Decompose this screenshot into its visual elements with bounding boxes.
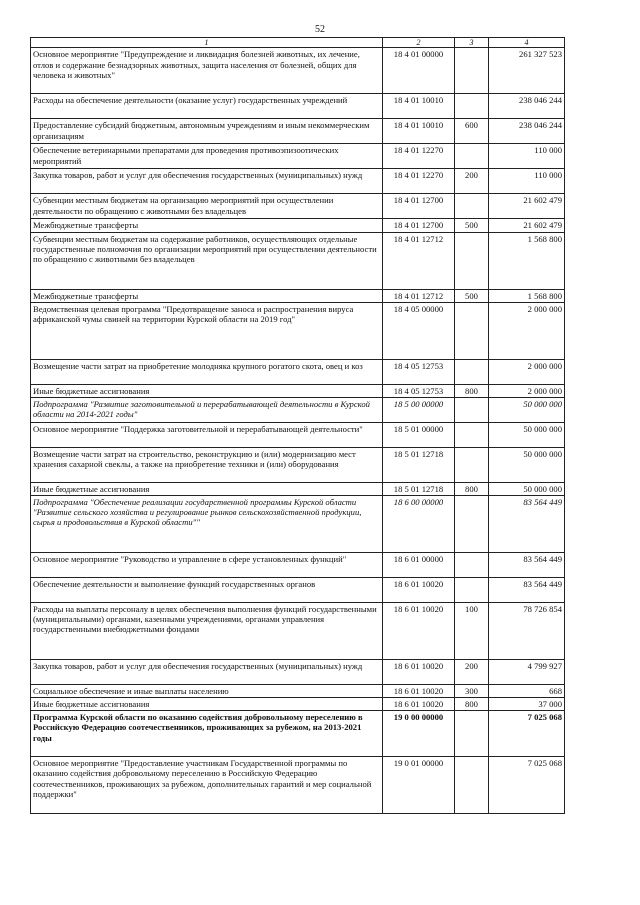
row-name: Основное мероприятие "Предупреждение и ликвидация болезней животных, их лечение, отлов и содержание безнадзорных животных, защита населения от болезней, общих для человека и животных" (31, 48, 383, 94)
row-expense-type (455, 397, 489, 422)
row-amount: 2 000 000 (489, 384, 565, 397)
table-row (31, 302, 565, 359)
row-code: 18 5 01 12718 (383, 447, 455, 482)
row-amount: 4 799 927 (489, 660, 565, 685)
table-row (31, 397, 565, 422)
row-expense-type (455, 302, 489, 359)
table-row (31, 698, 565, 711)
row-expense-type (455, 553, 489, 578)
row-code: 18 5 01 00000 (383, 422, 455, 447)
budget-rows (31, 48, 565, 814)
row-name: Основное мероприятие "Руководство и управление в сфере установленных функций" (31, 553, 383, 578)
table-row (31, 578, 565, 603)
table-row (31, 447, 565, 482)
row-amount: 83 564 449 (489, 496, 565, 553)
row-code: 18 6 01 10020 (383, 685, 455, 698)
table-row (31, 48, 565, 94)
row-name: Возмещение части затрат на строительство, реконструкцию и (или) модернизацию мест хранения сахарной свеклы, а также на приобретение техники и (или) оборудования (31, 447, 383, 482)
row-name: Основное мероприятие "Предоставление участникам Государственной программы по оказанию содействия добровольному переселению в Российскую Федерацию соотечественников, проживающих за рубежом, дополнительных гарантий и мер социальной поддержки" (31, 757, 383, 814)
row-amount: 50 000 000 (489, 482, 565, 495)
row-code: 18 6 00 00000 (383, 496, 455, 553)
column-numbers-row (31, 38, 565, 48)
row-name: Иные бюджетные ассигнования (31, 482, 383, 495)
row-amount: 1 568 800 (489, 289, 565, 302)
row-amount: 7 025 068 (489, 711, 565, 757)
row-expense-type: 300 (455, 685, 489, 698)
row-expense-type: 600 (455, 119, 489, 144)
row-amount: 2 000 000 (489, 359, 565, 384)
row-expense-type (455, 757, 489, 814)
column-number: 1 (31, 38, 383, 48)
row-expense-type: 800 (455, 384, 489, 397)
row-code: 18 4 01 12270 (383, 144, 455, 169)
row-amount: 668 (489, 685, 565, 698)
table-row (31, 660, 565, 685)
row-expense-type (455, 711, 489, 757)
row-name: Субвенции местным бюджетам на содержание работников, осуществляющих отдельные государственные полномочия по организации мероприятий при осуществлении деятельности по обращению с животными без владельцев (31, 232, 383, 289)
row-expense-type (455, 578, 489, 603)
row-code: 18 4 01 10010 (383, 94, 455, 119)
table-row (31, 359, 565, 384)
row-expense-type (455, 232, 489, 289)
page-number: 52 (315, 24, 325, 35)
row-code: 18 6 01 10020 (383, 603, 455, 660)
row-name: Расходы на выплаты персоналу в целях обеспечения выполнения функций государственными (муниципальными) органами, казенными учреждениями, органами управления государственными внебюджетными фондами (31, 603, 383, 660)
row-name: Подпрограмма "Обеспечение реализации государственной программы Курской области "Развитие сельского хозяйства и регулирование рынков сельскохозяйственной продукции, сырья и продовольствия в Курской области"" (31, 496, 383, 553)
row-amount: 83 564 449 (489, 553, 565, 578)
row-amount: 238 046 244 (489, 94, 565, 119)
table-row (31, 482, 565, 495)
row-code: 18 6 01 10020 (383, 660, 455, 685)
table-row (31, 496, 565, 553)
row-code: 18 4 01 12712 (383, 232, 455, 289)
row-amount: 37 000 (489, 698, 565, 711)
row-code: 18 4 01 12270 (383, 169, 455, 194)
row-name: Основное мероприятие "Поддержка заготовительной и перерабатывающей деятельности" (31, 422, 383, 447)
row-code: 18 4 01 00000 (383, 48, 455, 94)
row-code: 18 4 05 12753 (383, 359, 455, 384)
row-code: 19 0 01 00000 (383, 757, 455, 814)
row-amount: 21 602 479 (489, 194, 565, 219)
row-name: Предоставление субсидий бюджетным, автономным учреждениям и иным некоммерческим организациям (31, 119, 383, 144)
row-expense-type (455, 48, 489, 94)
table-row (31, 289, 565, 302)
table-row (31, 119, 565, 144)
row-name: Межбюджетные трансферты (31, 219, 383, 232)
table-row (31, 169, 565, 194)
row-amount: 1 568 800 (489, 232, 565, 289)
row-name: Закупка товаров, работ и услуг для обеспечения государственных (муниципальных) нужд (31, 660, 383, 685)
table-row (31, 553, 565, 578)
table-row (31, 685, 565, 698)
row-code: 18 4 01 12700 (383, 219, 455, 232)
row-name: Социальное обеспечение и иные выплаты населению (31, 685, 383, 698)
table-row (31, 757, 565, 814)
row-expense-type (455, 496, 489, 553)
row-amount: 110 000 (489, 169, 565, 194)
row-code: 18 6 01 10020 (383, 698, 455, 711)
table-row (31, 219, 565, 232)
row-code: 18 4 01 12712 (383, 289, 455, 302)
row-expense-type (455, 194, 489, 219)
row-name: Подпрограмма "Развитие заготовительной и перерабатывающей деятельности в Курской области на 2014-2021 годы" (31, 397, 383, 422)
row-name: Закупка товаров, работ и услуг для обеспечения государственных (муниципальных) нужд (31, 169, 383, 194)
row-expense-type (455, 94, 489, 119)
row-name: Субвенции местным бюджетам на организацию мероприятий при осуществлении деятельности по обращению с животными без владельцев (31, 194, 383, 219)
row-expense-type (455, 422, 489, 447)
table-row (31, 144, 565, 169)
row-name: Межбюджетные трансферты (31, 289, 383, 302)
row-name: Расходы на обеспечение деятельности (оказание услуг) государственных учреждений (31, 94, 383, 119)
row-amount: 21 602 479 (489, 219, 565, 232)
row-expense-type (455, 144, 489, 169)
table-row (31, 711, 565, 757)
row-code: 18 5 01 12718 (383, 482, 455, 495)
row-amount: 78 726 854 (489, 603, 565, 660)
row-amount: 261 327 523 (489, 48, 565, 94)
row-code: 18 4 01 12700 (383, 194, 455, 219)
row-expense-type: 500 (455, 219, 489, 232)
table-row (31, 384, 565, 397)
row-expense-type: 800 (455, 698, 489, 711)
column-number: 3 (455, 38, 489, 48)
table-row (31, 194, 565, 219)
row-code: 18 4 05 12753 (383, 384, 455, 397)
row-amount: 110 000 (489, 144, 565, 169)
row-expense-type: 500 (455, 289, 489, 302)
row-name: Возмещение части затрат на приобретение молодняка крупного рогатого скота, овец и коз (31, 359, 383, 384)
row-name: Иные бюджетные ассигнования (31, 698, 383, 711)
row-amount: 83 564 449 (489, 578, 565, 603)
row-expense-type (455, 447, 489, 482)
row-amount: 7 025 068 (489, 757, 565, 814)
row-code: 18 6 01 00000 (383, 553, 455, 578)
row-name: Обеспечение ветеринарными препаратами для проведения противоэпизоотических мероприятий (31, 144, 383, 169)
row-code: 18 4 05 00000 (383, 302, 455, 359)
table-row (31, 422, 565, 447)
table-row (31, 94, 565, 119)
table-row (31, 603, 565, 660)
row-expense-type (455, 359, 489, 384)
row-code: 18 5 00 00000 (383, 397, 455, 422)
row-amount: 50 000 000 (489, 447, 565, 482)
row-amount: 50 000 000 (489, 422, 565, 447)
row-code: 19 0 00 00000 (383, 711, 455, 757)
row-code: 18 6 01 10020 (383, 578, 455, 603)
row-expense-type: 100 (455, 603, 489, 660)
row-name: Иные бюджетные ассигнования (31, 384, 383, 397)
row-expense-type: 200 (455, 660, 489, 685)
budget-table (30, 37, 565, 814)
table-row (31, 232, 565, 289)
row-code: 18 4 01 10010 (383, 119, 455, 144)
row-amount: 238 046 244 (489, 119, 565, 144)
row-amount: 50 000 000 (489, 397, 565, 422)
row-name: Ведомственная целевая программа "Предотвращение заноса и распространения вируса африканской чумы свиней на территории Курской области на 2019 год" (31, 302, 383, 359)
row-expense-type: 800 (455, 482, 489, 495)
row-name: Обеспечение деятельности и выполнение функций государственных органов (31, 578, 383, 603)
row-amount: 2 000 000 (489, 302, 565, 359)
column-number: 4 (489, 38, 565, 48)
row-expense-type: 200 (455, 169, 489, 194)
column-number: 2 (383, 38, 455, 48)
row-name: Программа Курской области по оказанию содействия добровольному переселению в Российскую Федерацию соотечественников, проживающих за рубежом, на 2013-2021 годы (31, 711, 383, 757)
